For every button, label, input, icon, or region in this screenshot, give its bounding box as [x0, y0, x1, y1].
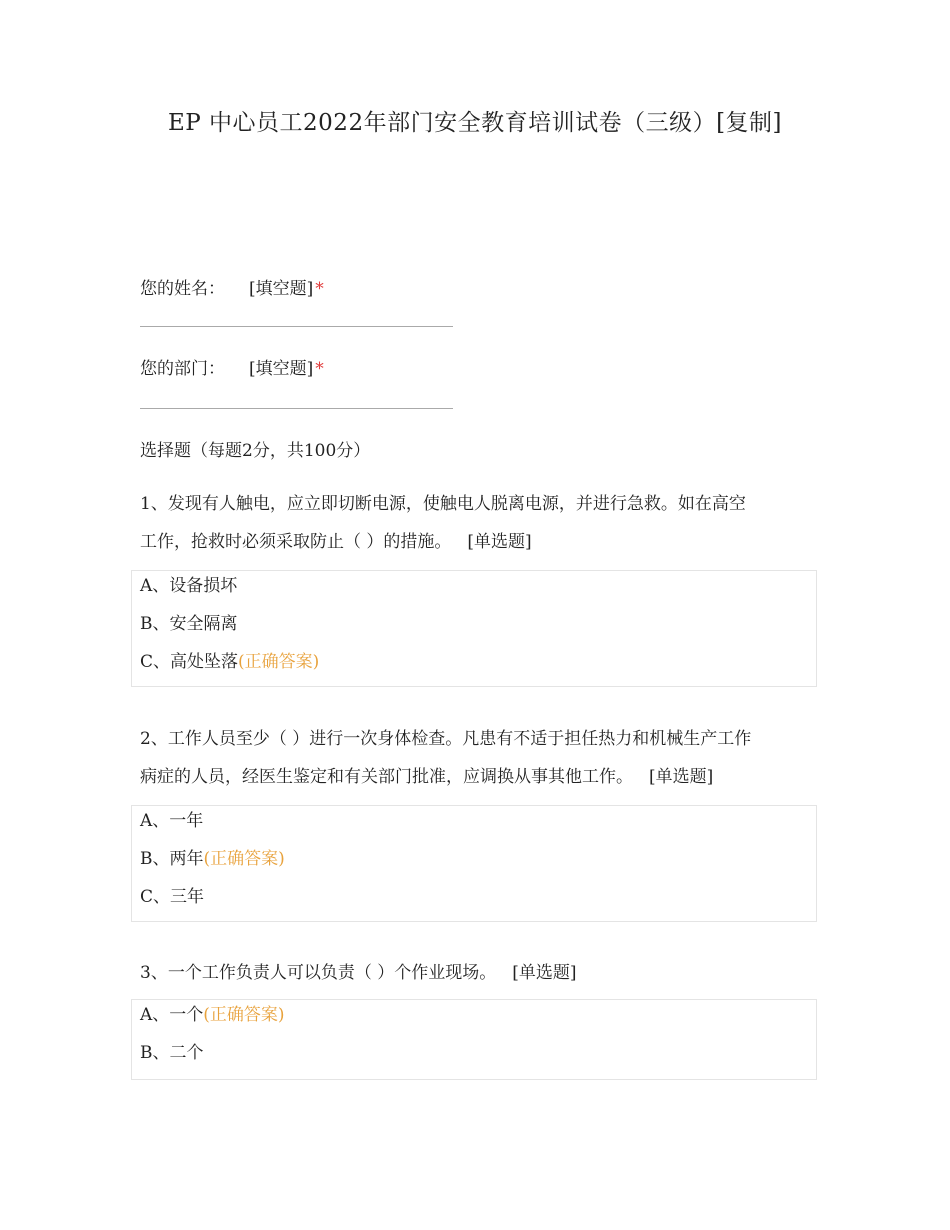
field-label: 您的姓名： — [140, 279, 225, 299]
option-b[interactable]: B、二个 — [140, 1043, 204, 1063]
option-a[interactable]: A、一个(正确答案) — [140, 1005, 285, 1025]
question-1 — [140, 485, 820, 561]
department-field-label — [140, 354, 324, 379]
options-box — [131, 570, 817, 687]
option-c[interactable]: C、三年 — [140, 887, 205, 907]
name-input-line[interactable] — [140, 326, 453, 327]
correct-answer-label: (正确答案) — [203, 849, 285, 869]
option-c[interactable]: C、高处坠落(正确答案) — [140, 652, 320, 672]
field-label: 您的部门： — [140, 359, 225, 379]
question-type-tag: [填空题] — [249, 279, 314, 299]
correct-answer-label: (正确答案) — [203, 1005, 285, 1025]
question-type-tag: [填空题] — [249, 359, 314, 379]
section-heading: 选择题（每题2分，共100分） — [140, 441, 371, 461]
question-text: 1、发现有人触电，应立即切断电源，使触电人脱离电源，并进行急救。如在高空 — [140, 494, 746, 514]
page-title: EP 中心员工2022年部门安全教育培训试卷（三级）[复制] — [167, 110, 783, 136]
question-3 — [140, 954, 820, 992]
correct-answer-label: (正确答案) — [238, 652, 320, 672]
name-field-label — [140, 274, 324, 299]
question-text: 病症的人员，经医生鉴定和有关部门批准，应调换从事其他工作。 — [140, 767, 633, 787]
question-type-tag: [单选题] — [467, 532, 532, 552]
required-marker: * — [315, 359, 324, 379]
option-b[interactable]: B、安全隔离 — [140, 614, 238, 634]
question-text: 3、一个工作负责人可以负责（ ）个作业现场。 — [140, 963, 497, 983]
question-type-tag: [单选题] — [512, 963, 577, 983]
option-b[interactable]: B、两年(正确答案) — [140, 849, 285, 869]
question-text: 2、工作人员至少（ ）进行一次身体检查。凡患有不适于担任热力和机械生产工作 — [140, 729, 752, 749]
options-box — [131, 805, 817, 922]
option-a[interactable]: A、设备损坏 — [140, 576, 238, 596]
question-text: 工作，抢救时必须采取防止（ ）的措施。 — [140, 532, 452, 552]
department-input-line[interactable] — [140, 408, 453, 409]
option-a[interactable]: A、一年 — [140, 811, 204, 831]
options-box — [131, 999, 817, 1080]
question-2 — [140, 720, 820, 796]
required-marker: * — [315, 279, 324, 299]
question-type-tag: [单选题] — [649, 767, 714, 787]
